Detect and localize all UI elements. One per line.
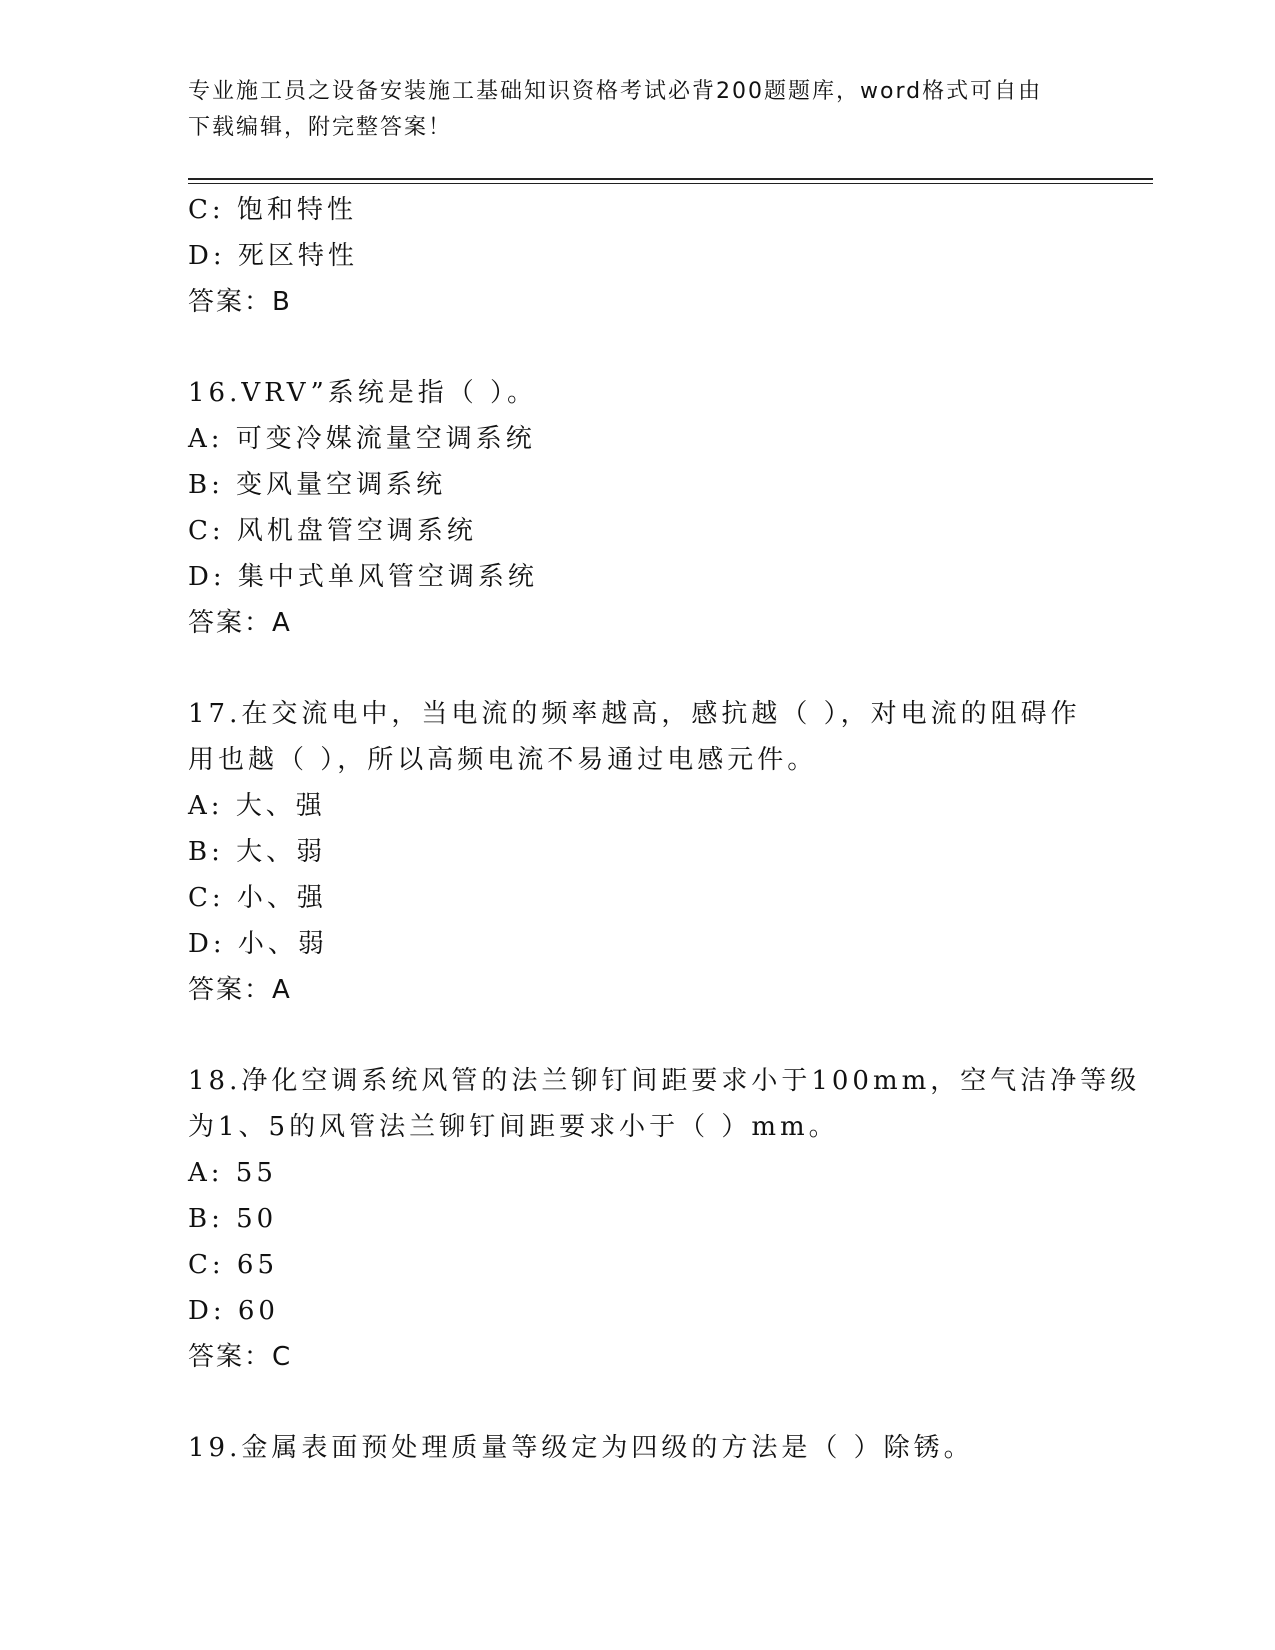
option-c: C: 65	[188, 1250, 279, 1280]
option-b: B: 大、弱	[188, 837, 327, 867]
answer: 答案：B	[188, 287, 292, 317]
option-d: D: 集中式单风管空调系统	[188, 562, 538, 592]
question-stem-line1: 17.在交流电中，当电流的频率越高，感抗越（ ），对电流的阻碍作	[188, 699, 1081, 729]
option-a: A: 大、强	[188, 791, 326, 821]
question-stem: 16.VRV”系统是指（ ）。	[188, 378, 538, 408]
option-c: C: 小、强	[188, 883, 327, 913]
question-stem-line2: 用也越（ ），所以高频电流不易通过电感元件。	[188, 745, 818, 775]
option-a: A: 可变冷媒流量空调系统	[188, 424, 536, 454]
question-stem-line2: 为1、5的风管法兰铆钉间距要求小于（ ）mm。	[188, 1112, 839, 1142]
option-c: C: 风机盘管空调系统	[188, 516, 477, 546]
option-d: D: 死区特性	[188, 241, 358, 271]
answer: 答案：A	[188, 975, 292, 1005]
document-header	[188, 74, 1068, 146]
header-title-line2: 下载编辑，附完整答案！	[188, 115, 453, 140]
question-list	[188, 187, 1141, 1471]
header-title-line1: 专业施工员之设备安装施工基础知识资格考试必背200题题库，word格式可自由	[188, 79, 1043, 104]
option-c: C: 饱和特性	[188, 195, 357, 225]
question-18	[188, 1058, 1141, 1380]
answer: 答案：A	[188, 608, 292, 638]
question-15-tail	[188, 187, 1088, 325]
question-stem-line1: 18.净化空调系统风管的法兰铆钉间距要求小于100mm，空气洁净等级	[188, 1066, 1141, 1096]
question-16	[188, 370, 1088, 646]
question-stem: 19.金属表面预处理质量等级定为四级的方法是（ ）除锈。	[188, 1433, 974, 1463]
question-17	[188, 691, 1088, 1013]
option-d: D: 60	[188, 1296, 279, 1326]
question-19	[188, 1425, 1088, 1471]
option-a: A: 55	[188, 1158, 277, 1188]
answer: 答案：C	[188, 1342, 293, 1372]
header-rule-thick	[188, 178, 1153, 180]
option-b: B: 50	[188, 1204, 278, 1234]
option-b: B: 变风量空调系统	[188, 470, 447, 500]
option-d: D: 小、弱	[188, 929, 328, 959]
header-rule-thin	[188, 183, 1153, 184]
